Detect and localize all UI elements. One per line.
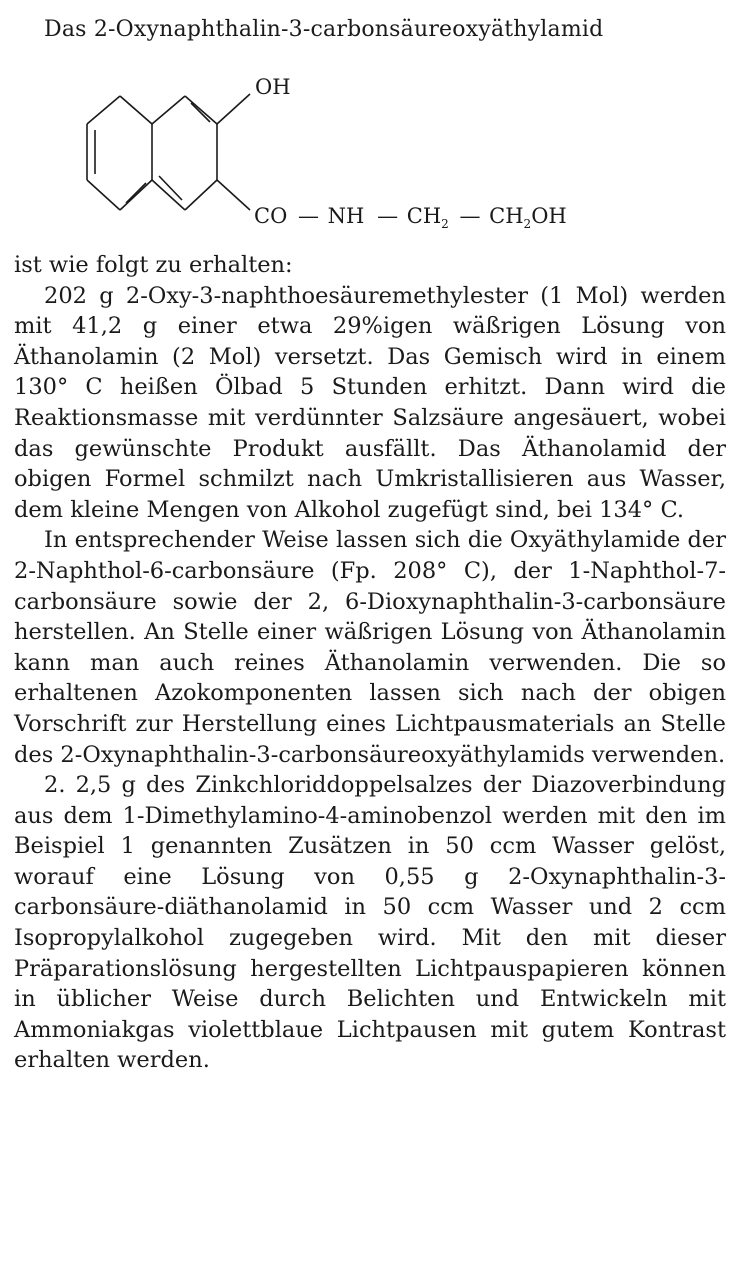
nh-label: NH bbox=[327, 204, 365, 228]
naphthalene-structure-diagram bbox=[0, 0, 747, 250]
substituent-bonds bbox=[217, 94, 250, 210]
side-chain-label bbox=[254, 204, 567, 233]
ch2oh-subscript: 2 bbox=[523, 217, 532, 231]
ch2oh-label-a: CH bbox=[489, 204, 524, 228]
body-text bbox=[14, 250, 726, 1076]
paragraph-intro: ist wie folgt zu erhalten: bbox=[14, 252, 293, 278]
dash-1: — bbox=[297, 204, 319, 228]
ch2-label: CH bbox=[406, 204, 442, 228]
ch2-subscript: 2 bbox=[441, 217, 449, 231]
paragraph-example-2: 2. 2,5 g des Zinkchloriddoppelsalzes der Diazoverbindung aus dem 1-Dimethylamino-4-aminobenzol werden mit den im Beispiel 1 genannten Zusätzen in 50 ccm Wasser gelöst, worauf eine Lösung von 0,55 g 2-Oxynaphthalin-3-carbonsäure-diäthanolamid in 50 ccm Wasser und 2 ccm Isopropylalkohol zugegeben wird. Mit den mit dieser Präparationslösung hergestellten Lichtpauspapieren können in üblicher Weise durch Belichten und Entwickeln mit Ammoniakgas violettblaue Lichtpausen mit gutem Kontrast erhalten werden. bbox=[14, 772, 726, 1074]
co-label: CO bbox=[254, 204, 288, 228]
paragraph-procedure: 202 g 2-Oxy-3-naphthoesäuremethylester (1 Mol) werden mit 41,2 g einer etwa 29%igen wäßrigen Lösung von Äthanolamin (2 Mol) versetzt. Das Gemisch wird in einem 130° C heißen Ölbad 5 Stunden erhitzt. Dann wird die Reaktionsmasse mit verdünnter Salzsäure angesäuert, wobei das gewünschte Produkt ausfällt. Das Äthanolamid der obigen Formel schmilzt nach Umkristallisieren aus Wasser, dem kleine Mengen von Alkohol zugefügt sind, bei 134° C. bbox=[14, 282, 726, 523]
dash-2: — bbox=[377, 204, 399, 228]
oh-label: OH bbox=[255, 75, 291, 99]
dash-3: — bbox=[459, 204, 481, 228]
left-ring bbox=[87, 96, 152, 210]
ch2oh-label-b: OH bbox=[531, 204, 567, 228]
compound-heading: Das 2-Oxynaphthalin-3-carbonsäureoxyäthylamid bbox=[44, 17, 604, 42]
right-ring bbox=[152, 96, 217, 210]
paragraph-variants: In entsprechender Weise lassen sich die Oxyäthylamide der 2-Naphthol-6-carbonsäure (Fp. 208° C), der 1-Naphthol-7-carbonsäure sowie der 2, 6-Dioxynaphthalin-3-carbonsäure herstellen. An Stelle einer wäßrigen Lösung von Äthanolamin kann man auch reines Äthanolamin verwenden. Die so erhaltenen Azokomponenten lassen sich nach der obigen Vorschrift zur Herstellung eines Lichtpausmaterials an Stelle des 2-Oxynaphthalin-3-carbonsäureoxyäthylamids verwenden. bbox=[14, 527, 726, 768]
